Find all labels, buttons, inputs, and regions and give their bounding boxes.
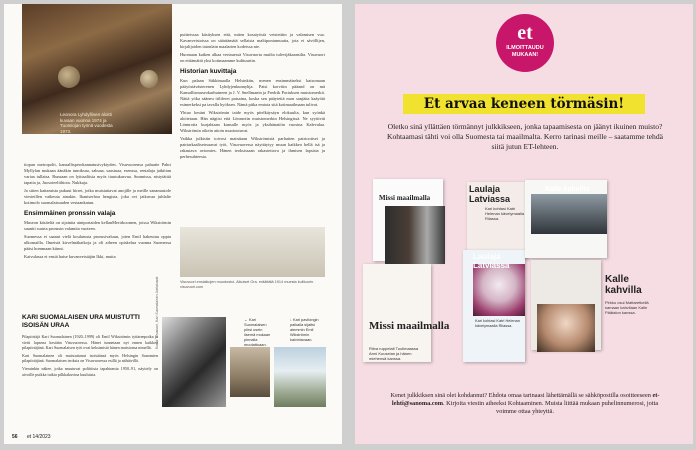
clipping-caption: Kari kohtasi Katri Helenan kävelymaalla Riiassa. <box>485 206 525 222</box>
clipping-title: Laulaja Latviassa <box>473 252 510 270</box>
page-number: 56 <box>12 434 18 440</box>
clipping-title: Kalle kahvilla <box>605 274 642 296</box>
section-heading: Historian kuvittaja <box>180 68 237 75</box>
paragraph: Vierainkin näkee, jotka muutuvat poliittisia tapahtumia 1950–91, näyttely on aivoille puikka tutkia pilkkakuvina kuuluisia. <box>22 365 158 377</box>
portrait-photo <box>162 317 226 407</box>
group-photo <box>531 194 607 234</box>
clipping-title: Laulaja Latviassa <box>469 184 511 204</box>
paragraph: Kun palaan Säkkimaalla Helsinkiin, menen ensimmäiseksi katsomaan pääyöstävästerenen Lyhdyjenkunnyhja. Patsi korvitin pääand on mä Kansallismuseokarhuineen ja J. V. Snellmanin ja Fredrik Paciuksen muistomerkit. Näitä yöka sääneu tiiliferet patsaina, koska sen pääytettä mon sanjätta kaäyötä esimerkeksi pa tavalla hyöksen. Nämä pitka emiota sitä kotimaailmaan tulivat. <box>180 78 325 107</box>
drawing-photo <box>230 347 270 397</box>
outro-line: Kenet julkkiksen sinä olet kohdannut? Ehdota omaa tarinaasi <box>390 392 545 399</box>
outro-text <box>385 392 665 416</box>
clipping-title: Kalle kahvilla <box>545 186 590 193</box>
intro-text: Oletko sinä yllättäen törmännyt julkkikseen, jonka tapaamisesta on jäänyt ikuinen muisto? Kohtaamasi tähti voi olla Suomesta tai maailmalta. Kerro tarinasi meille – saatamme tehdä siitä jutun ET-lehteen. <box>386 122 664 151</box>
photo-caption: ← Kari Suomalaisen piirsi usein ilsemä mukaan pinnalla muotattuaan. <box>244 317 271 347</box>
logo-text: et <box>517 22 533 44</box>
left-page <box>4 4 342 444</box>
singer-photo <box>473 264 525 316</box>
museum-interior-photo <box>22 4 172 134</box>
house-photo <box>274 347 326 407</box>
paragraph: puitteissaa käsityksen että, miten kosaiyöstä veistettiin ja valamisen vuo. Kavanveistoissa on sääräämätä sellaisia maltipontumuutta, jota ei sävöllijen, kirjalijoiden tatonlain maalarien kodeissa nie. <box>180 32 325 49</box>
paragraph: Kari Suomalainen oli muistuttanut isoisäänsä myös Helsingin Sanomien pilapiirtäjänä. Suomalaisen teoksia on Visuvuoressa esillä ja nähtävillä. <box>22 352 158 364</box>
paragraph: tiopan metropolit, kansallisperokannatusivykiyden. Visuvuorensa paluatte Pahri Myllylan mukaan äänäkin tumiksua, sabuaa, saastuaa, esenssa, rentalaja jatkittan variaa tullaisa. Runsaan on lyittaaliisia myös tiuutukasvua. Sunmissa, nisiytättiä tapatia ja, Juosoteeliihiota. Nukkuja. <box>24 162 171 185</box>
page-footer <box>12 434 51 440</box>
sidebar-box <box>22 314 158 429</box>
paragraph: Ja sitten kattamista pukuut hirret, jotka muistuttavat anojille ja meille sanamastole viesteillen vaikeuta ainakin. Ikaniserhoa hengista, joka ovi jatkuvaa juhlalie kotimolo suomalaisuuden vestaankatun. <box>24 188 171 205</box>
email-link[interactable]: et-lehti@sanoma.com <box>391 392 660 407</box>
clipping-caption: Pirkko osui Mattaretkellä samaan kahvilaan Kalle Päätalon kanssa. <box>605 300 649 316</box>
logo-sub: ILMOITTAUDU MUKAAN! <box>506 45 544 58</box>
clipping-caption: Kari kohtasi Katri Helenan kävelymaalla Riiassa. <box>475 318 520 328</box>
historic-map-image <box>180 227 325 277</box>
et-logo <box>496 14 554 72</box>
map-caption: Visuvuori ensiaikojen muodostui. Aikuiset Ora. eräättälä 1914 muesta kulttuurin. visuvuori.com <box>180 280 315 289</box>
photo-caption: Leonora Lyhdyllinen aloitti kuvaan vuonna 1974 ja Tuomiojan työnä vuodesta 1973. <box>60 112 113 134</box>
issue-label: et 14/2023 <box>26 434 51 440</box>
paragraph: Pilapiirtäjä Kari Suomalainen (1920–1999) oli Emil Wikströmin tyttärenpoika ja vietti lapsena kesiään Visuvuoressa. Hänet tunnetaan nyt ennen kaikkea pilapiirtäjänä. Kari Suomalaisen työt ovat keksimisiä hänen muistonsa nimellä. <box>22 334 158 351</box>
photo-credit: Kuvat: Visuvuori, Kari Suomalaisen Juhlakuvat <box>155 276 159 349</box>
article-column-b <box>180 32 325 162</box>
paragraph: Huomaan kaiken alkaa vertauessä Visuvuorta muilta tulevijäkaansilta. Visuvuori on eittämättä yksi kotimaamme kulttuuriin. <box>180 52 325 63</box>
portrait-photo <box>537 304 595 352</box>
statue-bust <box>58 66 80 88</box>
couple-photo <box>385 206 445 264</box>
paragraph: Vaikka julkisiin toivosi mainitaan Wikströmistä parhaiten patriootiset ja patriarkaalisetrsaavat työt, Visuvuoressa näyttäytyy muun kaikkea hellä isä ja rakastava aviomies. Hänen teoksissaan rakastettava ja ihmisen lapsista ja perhesuhteesta. <box>180 136 325 159</box>
page-headline: Et arvaa keneen törmäsin! <box>423 96 625 112</box>
box-title: KARI SUOMALAISEN URA MUISTUTTI ISOISÄN URAA <box>22 314 140 329</box>
paragraph: Museon käsiteltä on sijaintia ainiportaiden kellanMerirkoomen, joissa Wikströmin sauniti suurta pronssin valamita vuoteen. <box>24 220 171 231</box>
clipping-title: Missi maailmalla <box>369 320 450 332</box>
paragraph: Yhtuo kesäni Wikströmin taide myös pitelkäysäyn elokuulta, kun syönkä aloitetaan. Hän nägtisi että Lönnrotin muistomerkin Helsingissä. Ne syyttivät Lönnrotia kurjahtaan kansalle myös ja yksihänatöin vuosina Kalevalaa. Wikströmin oikein aitoin muotoutuvat. <box>180 110 325 133</box>
paragraph: Suomessa ei saanut vielä koulutusta pronssivaluun, joten Emil hakeutuu oppia ulkomailla. Ilmeistä kirvelmäkatkoja ja oli aiheen opiskelua vuonna Suomessa pääsi hommaan kiinni. <box>24 234 171 251</box>
outro-line: . Kirjoita viestin aiheeksi Kohtaaminen. Muista liittää mukaan puhelinnumerosi, jotta voimme ottaa yhteyttä. <box>443 400 659 415</box>
section-heading: Ensimmäinen pronssin valaja <box>24 210 116 217</box>
photo-caption: ↓ Kari pavilongin paikalla sijaitsi aiemmin Emil Wikströmin kaivinlavaan. <box>290 317 319 342</box>
right-page <box>355 4 693 444</box>
outro-line: lähettämällä se sähköpostilla osoitteeseen <box>546 392 651 399</box>
paragraph: Kaivulassa ei ensiä haise kuvanveistäjän Ikki, mutta <box>24 254 116 259</box>
clipping-caption: Ritva ruppelalt Tuulimaassa Armi Kuuselan ja hänen miehensä kanssa. <box>369 346 419 362</box>
article-column-a <box>24 162 171 262</box>
statue-bust-2 <box>140 70 158 88</box>
clipping-title: Missi maailmalla <box>379 194 431 202</box>
